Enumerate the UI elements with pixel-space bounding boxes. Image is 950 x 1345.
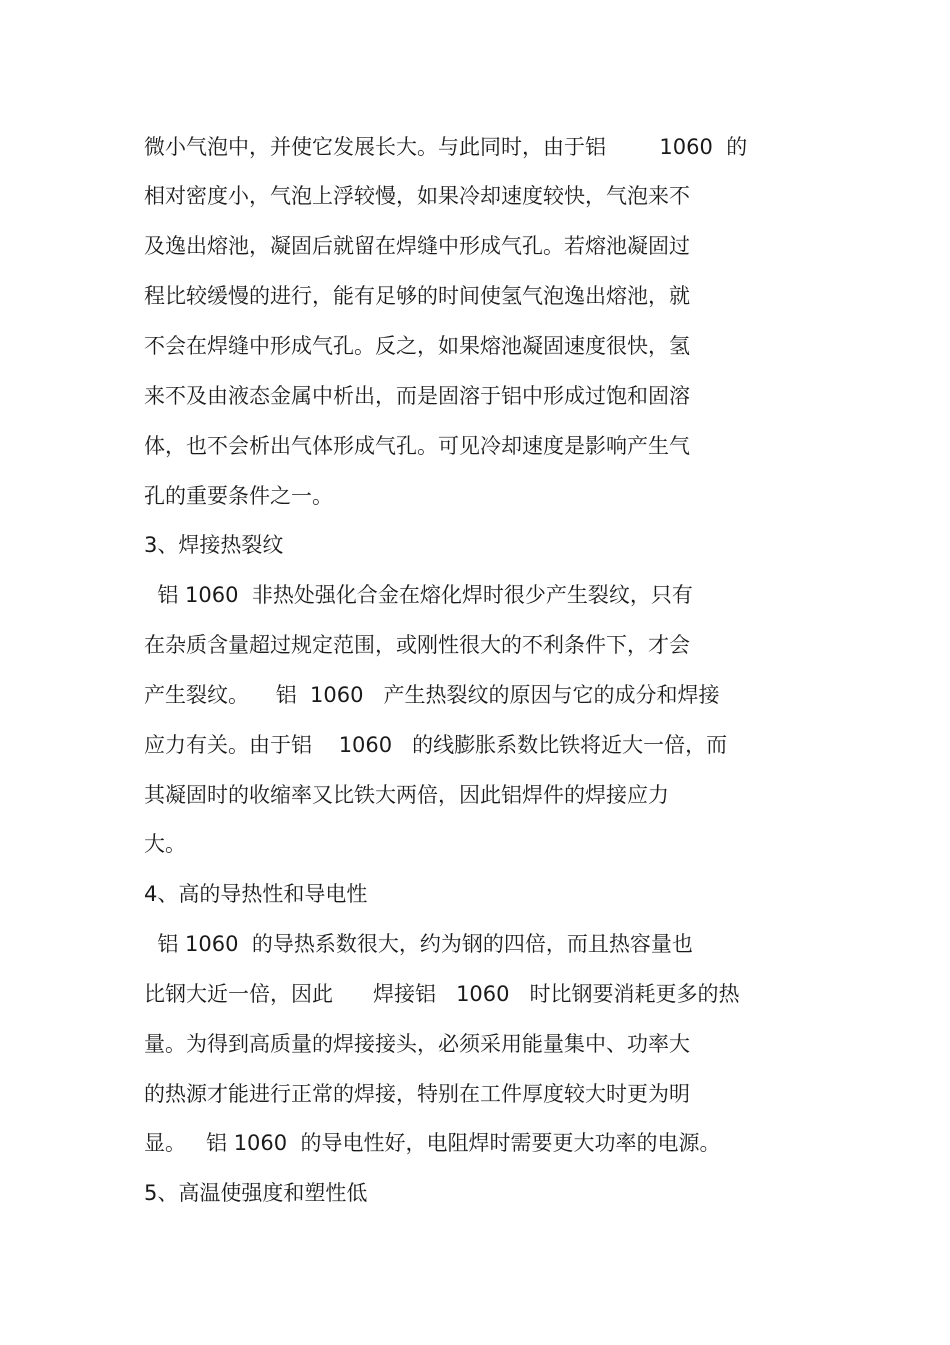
text-line: 显。 铝 1060 的导电性好，电阻焊时需要更大功率的电源。 xyxy=(144,1131,721,1155)
text-line: 相对密度小，气泡上浮较慢，如果冷却速度较快，气泡来不 xyxy=(144,184,690,208)
text-line: 来不及由液态金属中析出，而是固溶于铝中形成过饱和固溶 xyxy=(144,384,690,408)
text-line: 的热源才能进行正常的焊接，特别在工件厚度较大时更为明 xyxy=(144,1082,690,1106)
text-line: 体，也不会析出气体形成气孔。可见冷却速度是影响产生气 xyxy=(144,434,690,458)
text-line: 及逸出熔池，凝固后就留在焊缝中形成气孔。若熔池凝固过 xyxy=(144,234,690,258)
text-line: 量。为得到高质量的焊接接头，必须采用能量集中、功率大 xyxy=(144,1032,690,1056)
text-line: 在杂质含量超过规定范围，或刚性很大的不利条件下，才会 xyxy=(144,633,690,657)
text-line: 大。 xyxy=(144,832,186,856)
text-line: 微小气泡中，并使它发展长大。与此同时，由于铝 1060 的 xyxy=(144,135,748,159)
section-heading: 4、高的导热性和导电性 xyxy=(144,882,368,906)
text-line: 产生裂纹。 铝 1060 产生热裂纹的原因与它的成分和焊接 xyxy=(144,683,720,707)
text-line: 铝 1060 非热处强化合金在熔化焊时很少产生裂纹，只有 xyxy=(144,583,693,607)
text-line: 孔的重要条件之一。 xyxy=(144,484,333,508)
text-line: 应力有关。由于铝 1060 的线膨胀系数比铁将近大一倍，而 xyxy=(144,733,728,757)
section-heading: 3、焊接热裂纹 xyxy=(144,533,284,557)
text-line: 程比较缓慢的进行，能有足够的时间使氢气泡逸出熔池，就 xyxy=(144,284,690,308)
text-line: 比钢大近一倍，因此 焊接铝 1060 时比钢要消耗更多的热 xyxy=(144,982,740,1006)
text-line: 其凝固时的收缩率又比铁大两倍，因此铝焊件的焊接应力 xyxy=(144,783,669,807)
text-line: 不会在焊缝中形成气孔。反之，如果熔池凝固速度很快，氢 xyxy=(144,334,690,358)
section-heading: 5、高温使强度和塑性低 xyxy=(144,1181,368,1205)
text-line: 铝 1060 的导热系数很大，约为钢的四倍，而且热容量也 xyxy=(144,932,693,956)
